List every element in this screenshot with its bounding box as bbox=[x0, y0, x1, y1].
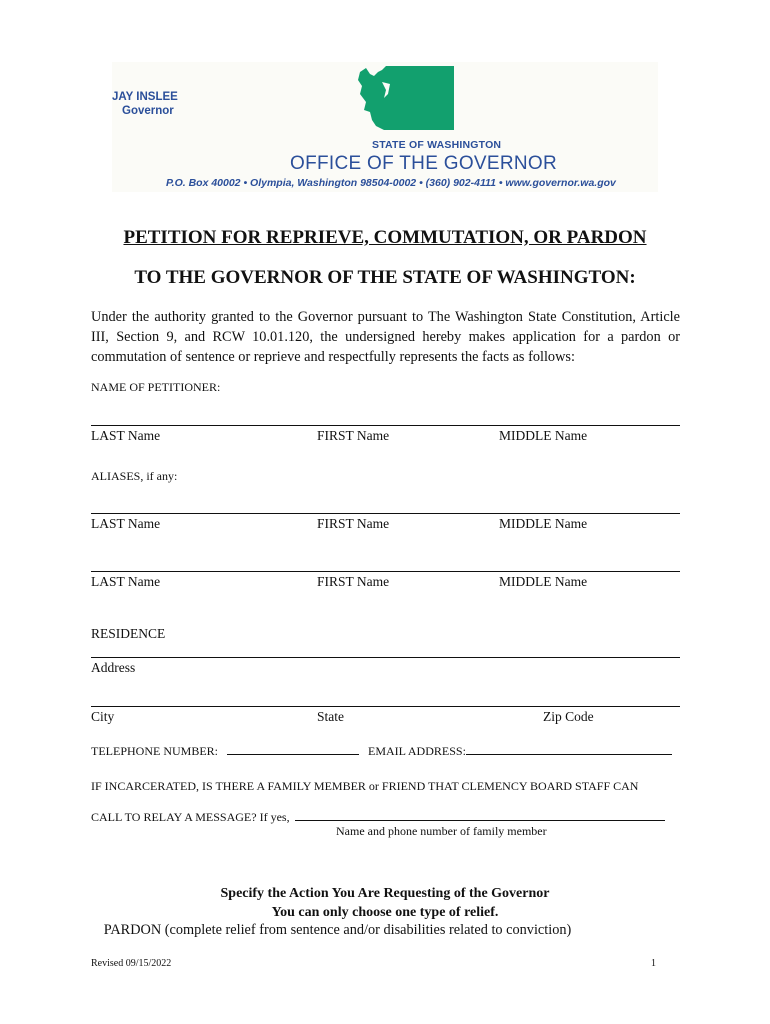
residence-section-label: RESIDENCE bbox=[91, 626, 166, 641]
city-label: City bbox=[91, 709, 115, 724]
alias2-last-name-label: LAST Name bbox=[91, 574, 161, 589]
address-line[interactable] bbox=[91, 657, 680, 658]
document-title: PETITION FOR REPRIEVE, COMMUTATION, OR PARDON bbox=[123, 227, 647, 248]
incarcerated-question: IF INCARCERATED, IS THERE A FAMILY MEMBER or FRIEND THAT CLEMENCY BOARD STAFF CAN bbox=[91, 779, 639, 793]
alias1-name-line[interactable] bbox=[91, 513, 680, 514]
revised-date: Revised 09/15/2022 bbox=[91, 958, 172, 969]
alias2-first-name-label: FIRST Name bbox=[317, 574, 390, 589]
family-member-field[interactable] bbox=[295, 808, 665, 821]
aliases-section-label: ALIASES, if any: bbox=[91, 469, 178, 483]
pardon-checkbox-icon[interactable] bbox=[89, 922, 100, 938]
office-name: OFFICE OF THE GOVERNOR bbox=[290, 153, 557, 174]
alias2-middle-name-label: MIDDLE Name bbox=[499, 574, 588, 589]
state-label: State bbox=[317, 709, 344, 724]
relay-question: CALL TO RELAY A MESSAGE? If yes, bbox=[91, 810, 290, 824]
governor-title: Governor bbox=[122, 105, 174, 117]
telephone-field[interactable] bbox=[227, 742, 359, 755]
governor-block bbox=[112, 90, 178, 118]
city-state-zip-line[interactable] bbox=[91, 706, 680, 707]
alias1-middle-name-label: MIDDLE Name bbox=[499, 516, 588, 531]
petitioner-section-label: NAME OF PETITIONER: bbox=[91, 380, 221, 394]
relay-row bbox=[91, 808, 691, 825]
washington-map-shape bbox=[358, 66, 454, 130]
address-label: Address bbox=[91, 660, 136, 675]
governor-name: JAY INSLEE bbox=[112, 91, 178, 103]
email-field[interactable] bbox=[466, 742, 672, 755]
state-name: STATE OF WASHINGTON bbox=[372, 139, 502, 151]
alias1-last-name-label: LAST Name bbox=[91, 516, 161, 531]
petitioner-middle-name-label: MIDDLE Name bbox=[499, 428, 588, 443]
contact-row bbox=[91, 742, 691, 759]
pardon-option-row[interactable] bbox=[89, 922, 571, 939]
family-member-caption: Name and phone number of family member bbox=[336, 824, 547, 838]
intro-paragraph: Under the authority granted to the Governor pursuant to The Washington State Constitution, Article III, Section 9, and RCW 10.01.120, the undersigned hereby makes application for a pardon or commutation of sentence or reprieve and respectfully represents the facts as follows: bbox=[91, 309, 680, 365]
action-heading: Specify the Action You Are Requesting of the Governor bbox=[220, 886, 550, 901]
email-label: EMAIL ADDRESS: bbox=[368, 744, 466, 758]
pardon-option-label: PARDON (complete relief from sentence and/or disabilities related to conviction) bbox=[89, 922, 557, 938]
petitioner-name-line[interactable] bbox=[91, 425, 680, 426]
alias1-first-name-label: FIRST Name bbox=[317, 516, 390, 531]
document-subtitle: TO THE GOVERNOR OF THE STATE OF WASHINGTON: bbox=[134, 267, 636, 288]
page-number: 1 bbox=[651, 958, 656, 969]
alias2-name-line[interactable] bbox=[91, 571, 680, 572]
petitioner-last-name-label: LAST Name bbox=[91, 428, 161, 443]
washington-state-map-logo bbox=[356, 64, 458, 134]
office-address: P.O. Box 40002 • Olympia, Washington 98504-0002 • (360) 902-4111 • www.governor.wa.gov bbox=[166, 177, 616, 189]
petitioner-first-name-label: FIRST Name bbox=[317, 428, 390, 443]
zip-code-label: Zip Code bbox=[543, 709, 594, 724]
telephone-label: TELEPHONE NUMBER: bbox=[91, 744, 218, 758]
action-subheading: You can only choose one type of relief. bbox=[271, 905, 499, 920]
